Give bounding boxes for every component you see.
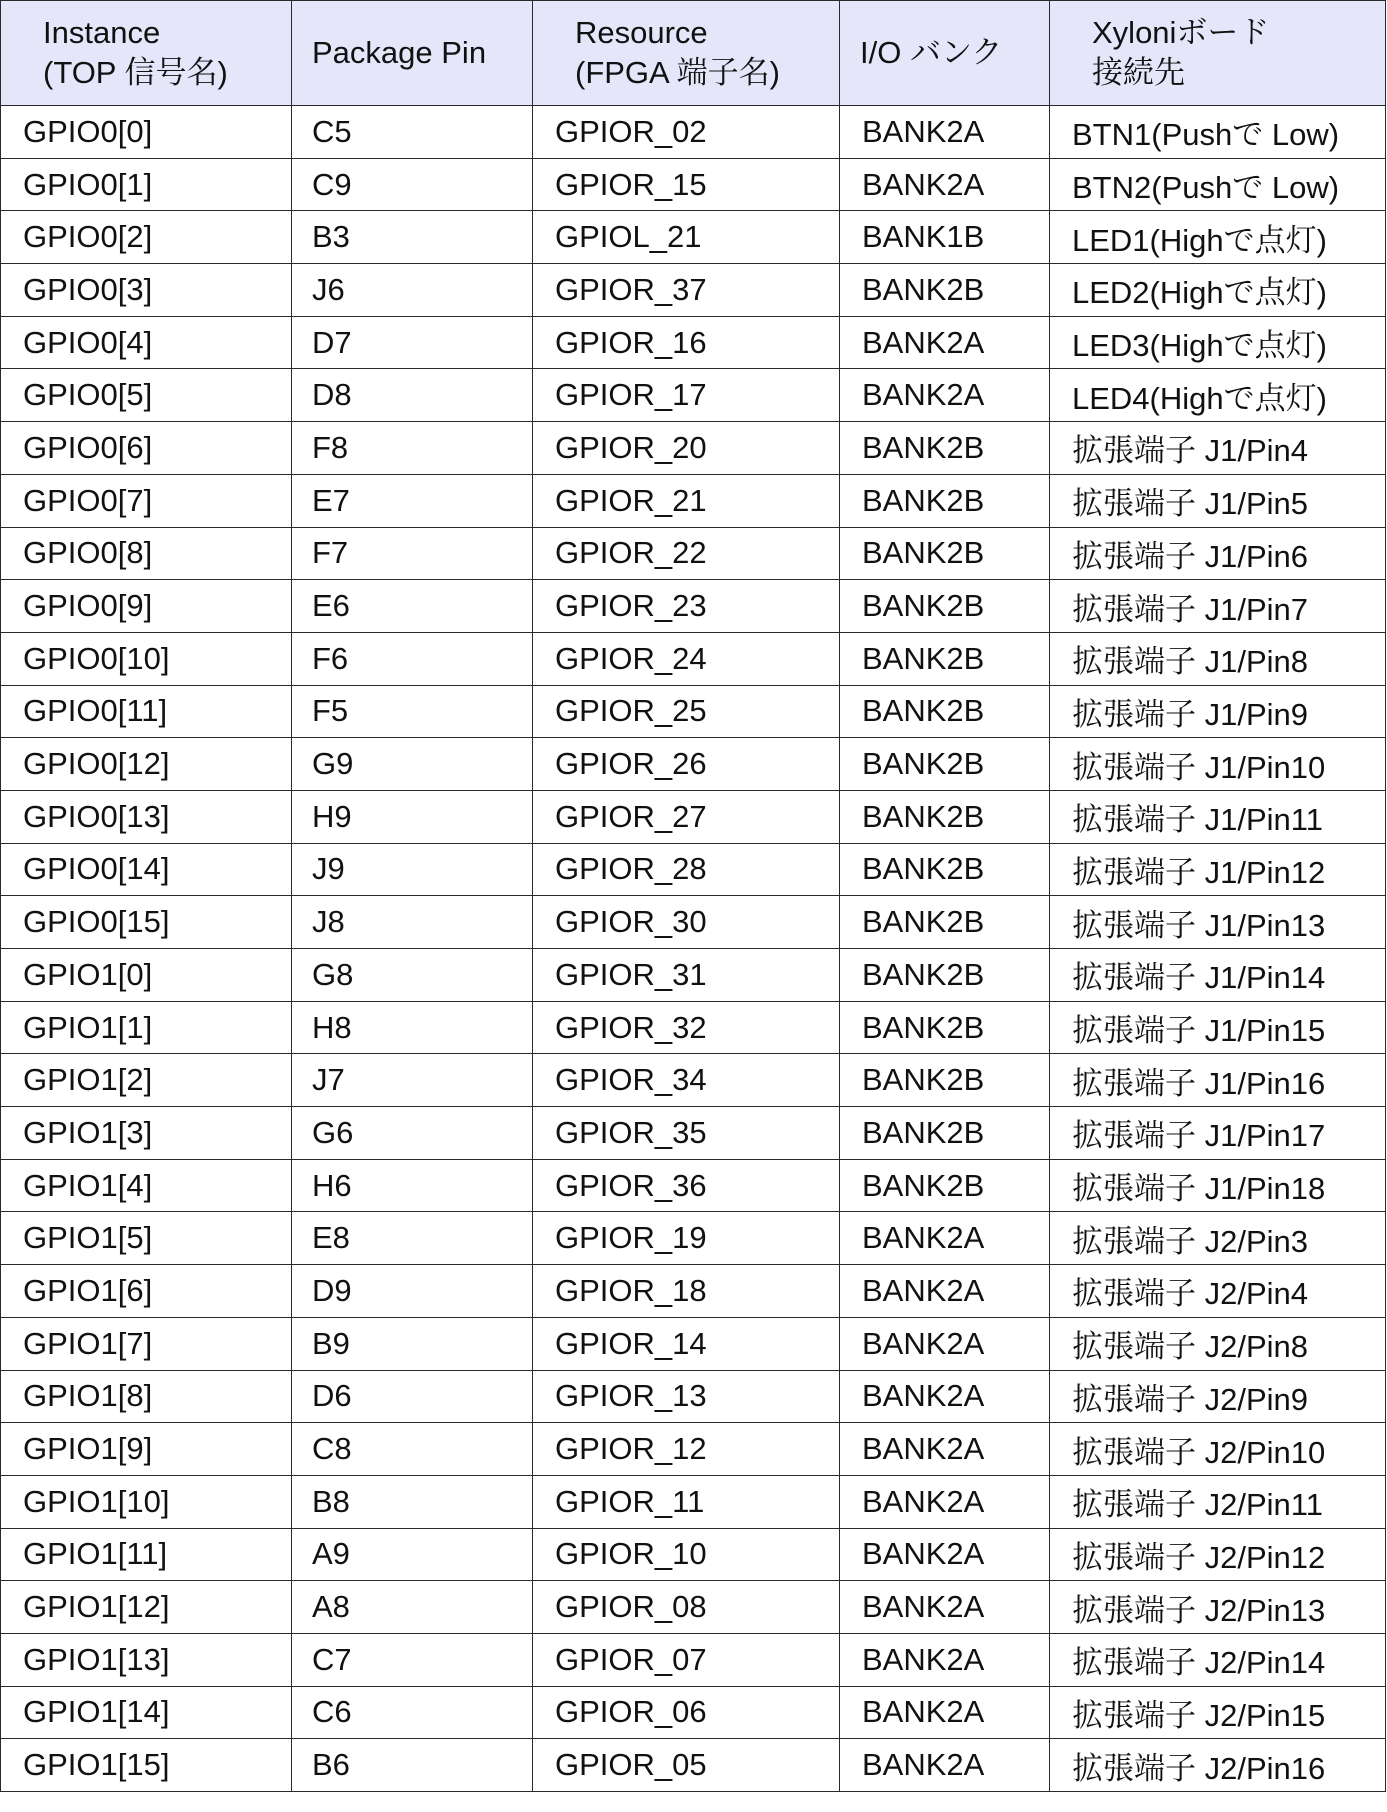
table-row <box>1 790 1386 843</box>
cell-bank: BANK2A <box>840 316 1050 369</box>
cell-connection: 拡張端子 J2/Pin3 <box>1050 1212 1386 1265</box>
cell-bank: BANK2A <box>840 1423 1050 1476</box>
cell-resource: GPIOR_30 <box>533 896 840 949</box>
cell-bank: BANK2A <box>840 1265 1050 1318</box>
cell-connection: 拡張端子 J1/Pin6 <box>1050 527 1386 580</box>
cell-resource: GPIOR_31 <box>533 949 840 1002</box>
cell-pin: H6 <box>292 1159 533 1212</box>
table-row <box>1 1475 1386 1528</box>
cell-pin: G9 <box>292 738 533 791</box>
header-io-bank <box>840 1 1050 106</box>
cell-bank: BANK2B <box>840 790 1050 843</box>
table-row <box>1 1265 1386 1318</box>
table-row <box>1 843 1386 896</box>
cell-pin: F8 <box>292 422 533 475</box>
cell-resource: GPIOR_20 <box>533 422 840 475</box>
cell-instance: GPIO0[3] <box>1 264 292 317</box>
table-row <box>1 158 1386 211</box>
table-row <box>1 1001 1386 1054</box>
table-row <box>1 264 1386 317</box>
cell-pin: F7 <box>292 527 533 580</box>
cell-connection: 拡張端子 J1/Pin18 <box>1050 1159 1386 1212</box>
cell-bank: BANK2B <box>840 1159 1050 1212</box>
cell-instance: GPIO1[2] <box>1 1054 292 1107</box>
cell-resource: GPIOR_19 <box>533 1212 840 1265</box>
cell-bank: BANK2B <box>840 580 1050 633</box>
cell-resource: GPIOR_25 <box>533 685 840 738</box>
header-line: Resource <box>575 15 708 50</box>
cell-connection: 拡張端子 J1/Pin11 <box>1050 790 1386 843</box>
table-row <box>1 422 1386 475</box>
table-row <box>1 1212 1386 1265</box>
cell-resource: GPIOR_13 <box>533 1370 840 1423</box>
cell-connection: 拡張端子 J1/Pin9 <box>1050 685 1386 738</box>
cell-connection: 拡張端子 J1/Pin5 <box>1050 474 1386 527</box>
header-line: I/O バンク <box>860 35 1003 70</box>
cell-resource: GPIOR_34 <box>533 1054 840 1107</box>
cell-connection: 拡張端子 J1/Pin4 <box>1050 422 1386 475</box>
cell-instance: GPIO0[5] <box>1 369 292 422</box>
cell-bank: BANK2A <box>840 158 1050 211</box>
cell-connection: 拡張端子 J2/Pin15 <box>1050 1686 1386 1739</box>
cell-resource: GPIOR_28 <box>533 843 840 896</box>
cell-pin: J7 <box>292 1054 533 1107</box>
cell-pin: C7 <box>292 1633 533 1686</box>
cell-connection: 拡張端子 J1/Pin14 <box>1050 949 1386 1002</box>
table-row <box>1 1528 1386 1581</box>
cell-bank: BANK2A <box>840 1212 1050 1265</box>
cell-instance: GPIO0[10] <box>1 632 292 685</box>
cell-pin: D8 <box>292 369 533 422</box>
cell-instance: GPIO0[7] <box>1 474 292 527</box>
cell-pin: J8 <box>292 896 533 949</box>
table-row <box>1 1423 1386 1476</box>
header-line: (TOP 信号名) <box>43 55 228 90</box>
cell-pin: A8 <box>292 1581 533 1634</box>
cell-bank: BANK2B <box>840 632 1050 685</box>
cell-resource: GPIOR_18 <box>533 1265 840 1318</box>
cell-pin: B3 <box>292 211 533 264</box>
cell-bank: BANK2B <box>840 1001 1050 1054</box>
cell-bank: BANK2B <box>840 685 1050 738</box>
cell-connection: 拡張端子 J1/Pin7 <box>1050 580 1386 633</box>
cell-connection: LED1(Highで点灯) <box>1050 211 1386 264</box>
table-row <box>1 1370 1386 1423</box>
cell-pin: J6 <box>292 264 533 317</box>
table-row <box>1 1739 1386 1792</box>
cell-resource: GPIOR_11 <box>533 1475 840 1528</box>
cell-instance: GPIO0[13] <box>1 790 292 843</box>
cell-connection: 拡張端子 J1/Pin10 <box>1050 738 1386 791</box>
table-row <box>1 1686 1386 1739</box>
cell-instance: GPIO0[14] <box>1 843 292 896</box>
cell-resource: GPIOL_21 <box>533 211 840 264</box>
cell-resource: GPIOR_10 <box>533 1528 840 1581</box>
cell-connection: 拡張端子 J2/Pin8 <box>1050 1317 1386 1370</box>
table-row <box>1 527 1386 580</box>
cell-bank: BANK2A <box>840 1528 1050 1581</box>
cell-resource: GPIOR_16 <box>533 316 840 369</box>
cell-pin: E8 <box>292 1212 533 1265</box>
cell-connection: LED4(Highで点灯) <box>1050 369 1386 422</box>
table-row <box>1 474 1386 527</box>
table-row <box>1 738 1386 791</box>
cell-instance: GPIO0[4] <box>1 316 292 369</box>
cell-connection: 拡張端子 J2/Pin4 <box>1050 1265 1386 1318</box>
cell-bank: BANK2A <box>840 1475 1050 1528</box>
cell-bank: BANK2B <box>840 738 1050 791</box>
cell-pin: D6 <box>292 1370 533 1423</box>
cell-resource: GPIOR_24 <box>533 632 840 685</box>
cell-resource: GPIOR_21 <box>533 474 840 527</box>
cell-connection: 拡張端子 J1/Pin16 <box>1050 1054 1386 1107</box>
cell-instance: GPIO0[12] <box>1 738 292 791</box>
cell-instance: GPIO0[11] <box>1 685 292 738</box>
cell-bank: BANK2B <box>840 949 1050 1002</box>
cell-connection: LED3(Highで点灯) <box>1050 316 1386 369</box>
cell-pin: C9 <box>292 158 533 211</box>
cell-resource: GPIOR_22 <box>533 527 840 580</box>
cell-bank: BANK2B <box>840 1107 1050 1160</box>
cell-pin: D7 <box>292 316 533 369</box>
header-board-connection <box>1050 1 1386 106</box>
cell-instance: GPIO0[0] <box>1 106 292 159</box>
header-package-pin <box>292 1 533 106</box>
cell-connection: 拡張端子 J2/Pin11 <box>1050 1475 1386 1528</box>
cell-instance: GPIO0[2] <box>1 211 292 264</box>
cell-pin: B6 <box>292 1739 533 1792</box>
cell-bank: BANK2A <box>840 1739 1050 1792</box>
cell-instance: GPIO1[6] <box>1 1265 292 1318</box>
cell-resource: GPIOR_35 <box>533 1107 840 1160</box>
cell-pin: E6 <box>292 580 533 633</box>
cell-resource: GPIOR_02 <box>533 106 840 159</box>
cell-instance: GPIO0[1] <box>1 158 292 211</box>
cell-pin: F6 <box>292 632 533 685</box>
cell-pin: A9 <box>292 1528 533 1581</box>
cell-pin: C6 <box>292 1686 533 1739</box>
table-row <box>1 1159 1386 1212</box>
cell-connection: 拡張端子 J1/Pin8 <box>1050 632 1386 685</box>
cell-connection: 拡張端子 J1/Pin17 <box>1050 1107 1386 1160</box>
table-row <box>1 580 1386 633</box>
cell-connection: BTN1(Pushで Low) <box>1050 106 1386 159</box>
header-instance <box>1 1 292 106</box>
cell-instance: GPIO1[14] <box>1 1686 292 1739</box>
table-row <box>1 632 1386 685</box>
header-line: Package Pin <box>312 35 487 70</box>
table-row <box>1 369 1386 422</box>
cell-connection: 拡張端子 J2/Pin10 <box>1050 1423 1386 1476</box>
table-row <box>1 685 1386 738</box>
cell-pin: C5 <box>292 106 533 159</box>
cell-instance: GPIO1[7] <box>1 1317 292 1370</box>
cell-pin: G8 <box>292 949 533 1002</box>
cell-bank: BANK2A <box>840 1633 1050 1686</box>
cell-pin: F5 <box>292 685 533 738</box>
cell-resource: GPIOR_37 <box>533 264 840 317</box>
cell-connection: BTN2(Pushで Low) <box>1050 158 1386 211</box>
cell-bank: BANK2B <box>840 1054 1050 1107</box>
cell-bank: BANK2B <box>840 422 1050 475</box>
cell-instance: GPIO0[15] <box>1 896 292 949</box>
cell-instance: GPIO1[0] <box>1 949 292 1002</box>
cell-resource: GPIOR_06 <box>533 1686 840 1739</box>
header-line: (FPGA 端子名) <box>575 55 780 90</box>
cell-pin: D9 <box>292 1265 533 1318</box>
cell-pin: H8 <box>292 1001 533 1054</box>
cell-pin: B8 <box>292 1475 533 1528</box>
cell-resource: GPIOR_08 <box>533 1581 840 1634</box>
header-line: Xyloniボード <box>1092 15 1270 50</box>
cell-bank: BANK2B <box>840 474 1050 527</box>
table-row <box>1 1317 1386 1370</box>
cell-resource: GPIOR_17 <box>533 369 840 422</box>
cell-bank: BANK2A <box>840 369 1050 422</box>
cell-connection: 拡張端子 J2/Pin16 <box>1050 1739 1386 1792</box>
table-row <box>1 316 1386 369</box>
cell-instance: GPIO0[6] <box>1 422 292 475</box>
cell-instance: GPIO1[15] <box>1 1739 292 1792</box>
table-row <box>1 1107 1386 1160</box>
cell-bank: BANK2B <box>840 843 1050 896</box>
table-row <box>1 1054 1386 1107</box>
cell-pin: G6 <box>292 1107 533 1160</box>
table-row <box>1 949 1386 1002</box>
table-row <box>1 1581 1386 1634</box>
header-line: 接続先 <box>1092 55 1185 90</box>
cell-instance: GPIO0[9] <box>1 580 292 633</box>
cell-instance: GPIO1[1] <box>1 1001 292 1054</box>
table-row <box>1 1633 1386 1686</box>
table-body <box>1 106 1386 1792</box>
cell-resource: GPIOR_07 <box>533 1633 840 1686</box>
table-row <box>1 896 1386 949</box>
cell-resource: GPIOR_32 <box>533 1001 840 1054</box>
cell-instance: GPIO1[9] <box>1 1423 292 1476</box>
cell-instance: GPIO1[13] <box>1 1633 292 1686</box>
cell-connection: 拡張端子 J1/Pin13 <box>1050 896 1386 949</box>
cell-resource: GPIOR_12 <box>533 1423 840 1476</box>
cell-bank: BANK2A <box>840 1581 1050 1634</box>
cell-instance: GPIO1[3] <box>1 1107 292 1160</box>
cell-bank: BANK2A <box>840 106 1050 159</box>
cell-resource: GPIOR_14 <box>533 1317 840 1370</box>
table-row <box>1 211 1386 264</box>
cell-pin: E7 <box>292 474 533 527</box>
cell-resource: GPIOR_26 <box>533 738 840 791</box>
table-row <box>1 106 1386 159</box>
cell-connection: 拡張端子 J2/Pin13 <box>1050 1581 1386 1634</box>
cell-connection: 拡張端子 J1/Pin12 <box>1050 843 1386 896</box>
cell-bank: BANK2B <box>840 527 1050 580</box>
cell-connection: 拡張端子 J1/Pin15 <box>1050 1001 1386 1054</box>
cell-resource: GPIOR_23 <box>533 580 840 633</box>
cell-bank: BANK2A <box>840 1317 1050 1370</box>
header-line: Instance <box>43 15 161 50</box>
cell-resource: GPIOR_05 <box>533 1739 840 1792</box>
cell-pin: C8 <box>292 1423 533 1476</box>
cell-connection: 拡張端子 J2/Pin9 <box>1050 1370 1386 1423</box>
cell-instance: GPIO1[8] <box>1 1370 292 1423</box>
cell-resource: GPIOR_15 <box>533 158 840 211</box>
cell-bank: BANK2B <box>840 264 1050 317</box>
cell-connection: LED2(Highで点灯) <box>1050 264 1386 317</box>
cell-instance: GPIO1[4] <box>1 1159 292 1212</box>
header-row <box>1 1 1386 106</box>
cell-instance: GPIO1[12] <box>1 1581 292 1634</box>
cell-bank: BANK2B <box>840 896 1050 949</box>
cell-instance: GPIO1[5] <box>1 1212 292 1265</box>
cell-bank: BANK2A <box>840 1370 1050 1423</box>
cell-connection: 拡張端子 J2/Pin14 <box>1050 1633 1386 1686</box>
header-resource <box>533 1 840 106</box>
cell-pin: J9 <box>292 843 533 896</box>
cell-instance: GPIO1[11] <box>1 1528 292 1581</box>
cell-instance: GPIO0[8] <box>1 527 292 580</box>
cell-resource: GPIOR_27 <box>533 790 840 843</box>
cell-instance: GPIO1[10] <box>1 1475 292 1528</box>
cell-resource: GPIOR_36 <box>533 1159 840 1212</box>
cell-bank: BANK2A <box>840 1686 1050 1739</box>
cell-pin: H9 <box>292 790 533 843</box>
cell-pin: B9 <box>292 1317 533 1370</box>
cell-bank: BANK1B <box>840 211 1050 264</box>
cell-connection: 拡張端子 J2/Pin12 <box>1050 1528 1386 1581</box>
